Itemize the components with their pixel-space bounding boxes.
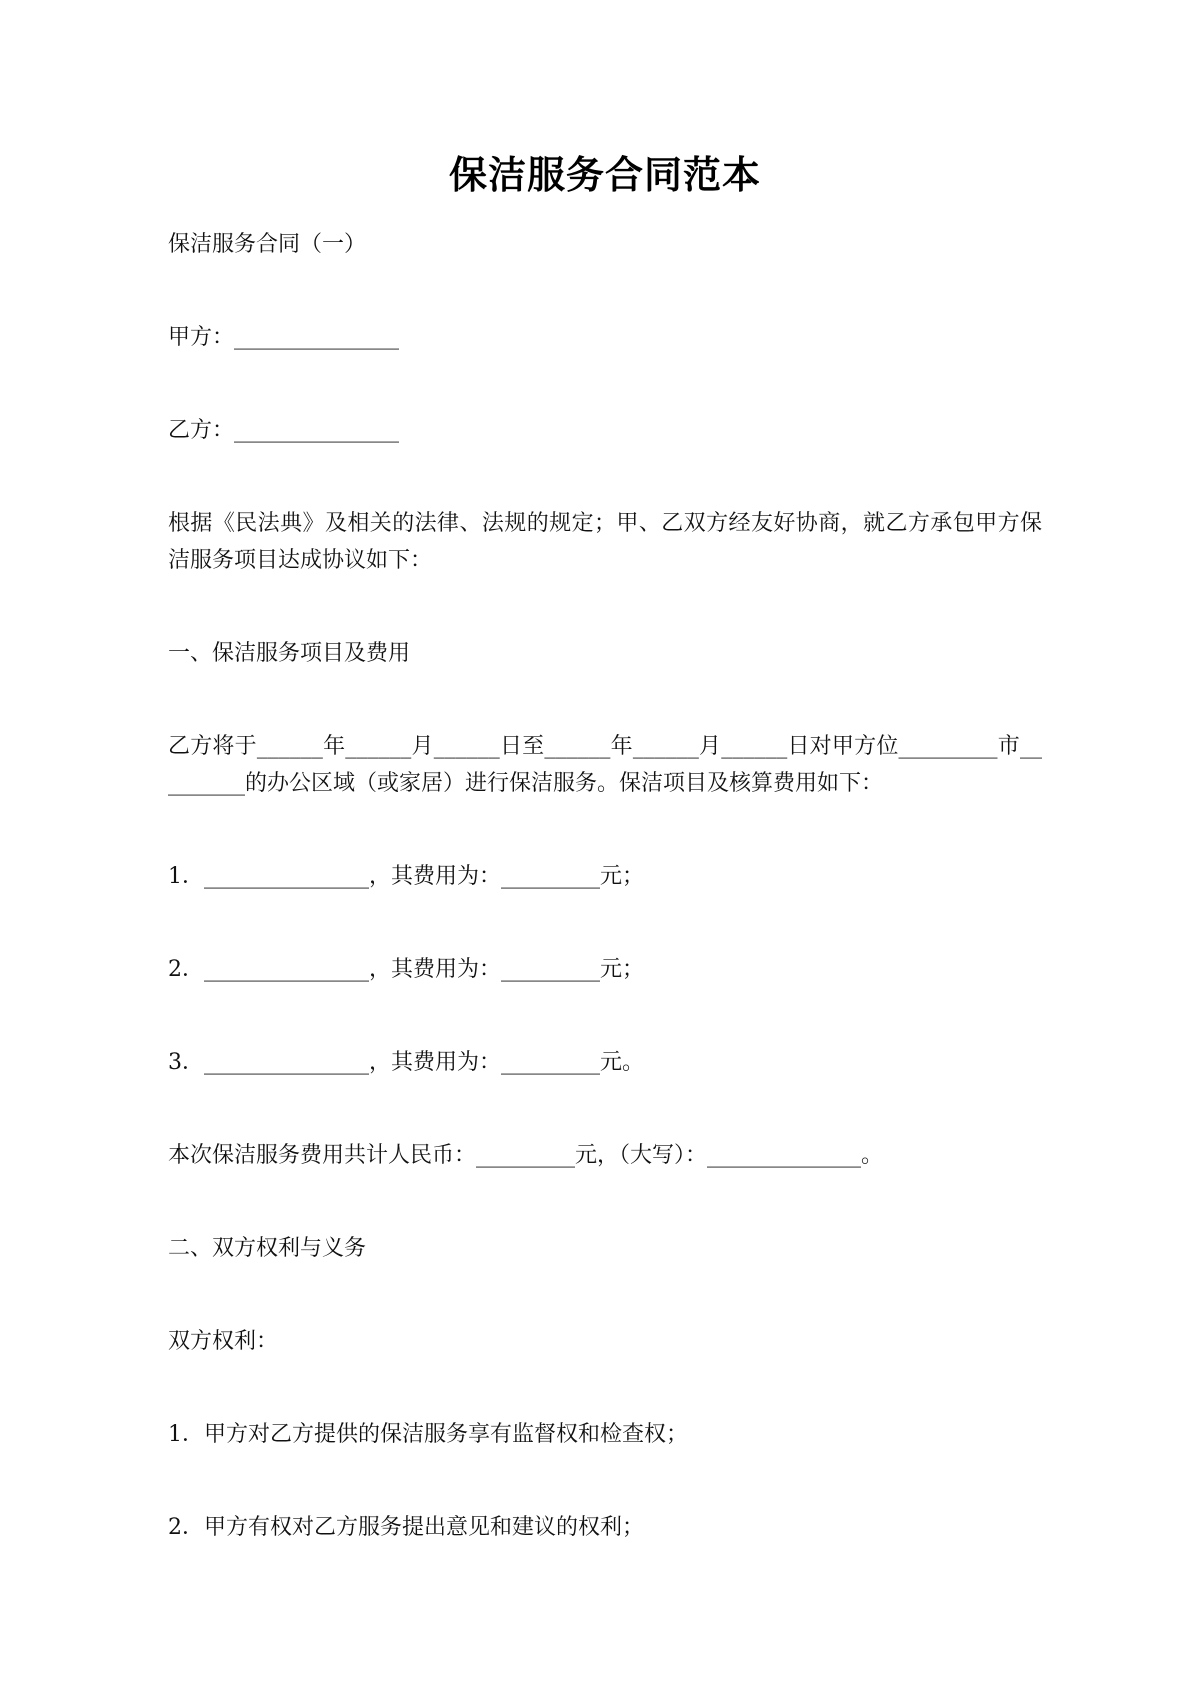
fee-item-1: 1．_______________，其费用为：_________元； <box>168 864 644 889</box>
intro-paragraph: 根据《民法典》及相关的法律、法规的规定；甲、乙双方经友好协商，就乙方承包甲方保洁服务项目达成协议如下： <box>168 511 1042 573</box>
rights-label: 双方权利： <box>168 1329 279 1354</box>
party-b-line: 乙方：_______________ <box>168 418 400 443</box>
doc-subtitle: 保洁服务合同（一） <box>168 232 367 257</box>
section-1-heading: 一、保洁服务项目及费用 <box>168 641 411 666</box>
right-item-1: 1．甲方对乙方提供的保洁服务享有监督权和检查权； <box>168 1422 688 1447</box>
fee-item-3: 3．_______________，其费用为：_________元。 <box>168 1050 644 1075</box>
service-schedule-paragraph: 乙方将于______年______月______日至______年______月______日对甲方位_________市_________的办公区域（或家居）进行保洁服务。保洁项目及核算费用如下： <box>168 734 1042 796</box>
section-2-heading: 二、双方权利与义务 <box>168 1236 367 1261</box>
right-item-2: 2．甲方有权对乙方服务提出意见和建议的权利； <box>168 1515 644 1540</box>
page-title: 保洁服务合同范本 <box>448 152 761 197</box>
party-a-line: 甲方：_______________ <box>168 325 400 350</box>
fee-item-2: 2．_______________，其费用为：_________元； <box>168 957 644 982</box>
total-fee-line: 本次保洁服务费用共计人民币：_________元，（大写）：______________。 <box>168 1143 884 1168</box>
